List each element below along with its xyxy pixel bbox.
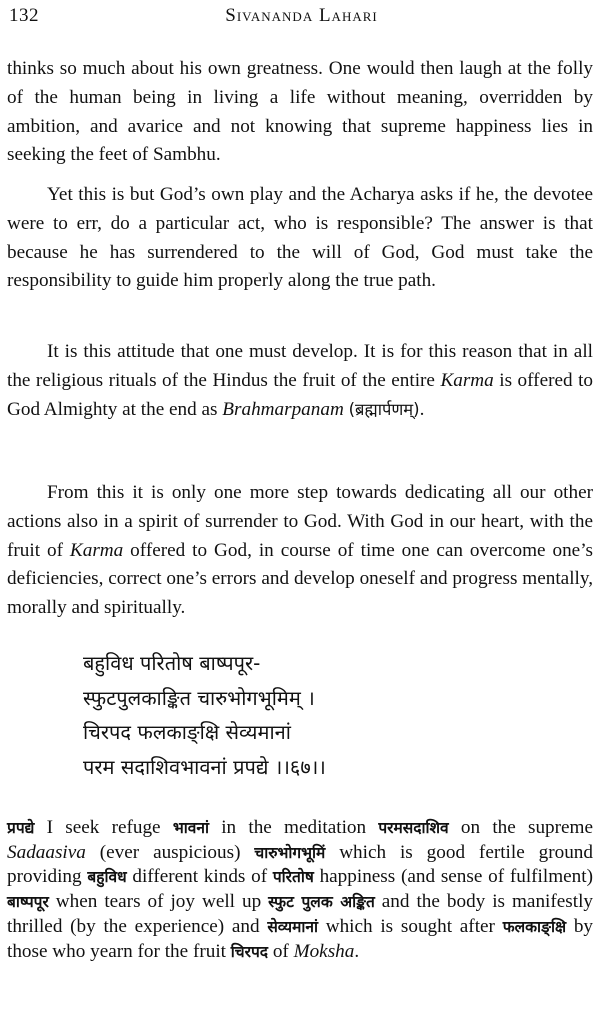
gloss-sanskrit-word: चिरपद bbox=[230, 942, 269, 961]
running-title: Sivananda Lahari bbox=[225, 5, 378, 26]
gloss-english: different kinds of bbox=[126, 866, 273, 888]
page-number: 132 bbox=[9, 5, 39, 26]
paragraph-3 bbox=[7, 338, 593, 424]
gloss-english: in the meditation bbox=[208, 817, 379, 838]
paragraph-3-text-a: It is this attitude that one must develop. It is for this reason that in all the religious rituals of the Hindus the fruit of the entire bbox=[7, 341, 593, 391]
paragraph-4 bbox=[7, 479, 593, 623]
gloss-sanskrit-word: बाष्पपूर bbox=[7, 893, 49, 912]
gloss-sanskrit-word: चारुभोगभूमिं bbox=[254, 843, 326, 862]
gloss-english: and the body is manifestly thrilled (by the experience) and bbox=[7, 891, 593, 937]
gloss-sanskrit-word: परमसदाशिव bbox=[378, 819, 449, 837]
gloss-sanskrit-word: फलकाङ्क्षि bbox=[502, 917, 567, 936]
gloss-sanskrit-word: सेव्यमानां bbox=[267, 917, 318, 936]
gloss-sanskrit-word: प्रपद्ये bbox=[7, 819, 35, 837]
gloss-english: of bbox=[268, 940, 294, 962]
gloss-sanskrit-word: बहुविध bbox=[87, 868, 127, 887]
brahmarpanam-term: Brahmarpanam bbox=[222, 398, 344, 420]
paragraph-2 bbox=[7, 181, 593, 296]
paragraph-1 bbox=[7, 55, 593, 170]
gloss-english: (ever auspicious) bbox=[85, 841, 255, 863]
gloss-english: when tears of joy well up bbox=[48, 891, 269, 913]
page-header bbox=[9, 4, 594, 30]
paragraph-2-text: Yet this is but God’s own play and the Acharya asks if he, the devotee were to err, do a particular act, who is responsible? The answer is that because he has surrendered to the will of God, God must take the responsibility to guide him properly along the true path. bbox=[7, 184, 593, 292]
gloss-sanskrit-word: भावनां bbox=[172, 819, 209, 837]
paragraph-3-end: . bbox=[419, 398, 425, 420]
gloss-english: by those who yearn for the fruit bbox=[7, 915, 594, 962]
karma-term: Karma bbox=[440, 369, 494, 391]
paragraph-4-text-a: From this it is only one more step towards dedicating all our other actions also in a spirit of surrender to God. With God in our heart, with the fruit of bbox=[7, 482, 593, 561]
moksha-term: Moksha bbox=[293, 940, 355, 962]
word-gloss bbox=[7, 816, 593, 964]
paragraph-3-text-b: is offered to God Almighty at the end as bbox=[7, 369, 593, 420]
gloss-english: which is good fertile ground providing bbox=[7, 841, 593, 888]
gloss-sanskrit-word: परितोष bbox=[272, 868, 314, 887]
gloss-sanskrit-word: स्फुट पुलक अङ्कित bbox=[268, 893, 375, 912]
verse-line-4: परम सदाशिवभावनां प्रपद्ये ।।६७।। bbox=[83, 754, 326, 779]
verse-line-1: बहुविध परितोष बाष्पपूर- bbox=[83, 651, 261, 675]
sanskrit-verse bbox=[83, 646, 543, 784]
gloss-end: . bbox=[354, 940, 360, 962]
paragraph-4-text-b: offered to God, in course of time one can overcome one’s deficiencies, correct one’s errors and develop oneself and progress mentally, morally and spiritually. bbox=[7, 539, 593, 619]
verse-line-2: स्फुटपुलकाङ्कित चारुभोगभूमिम् । bbox=[83, 685, 315, 710]
devanagari-brahmarpanam: (ब्रह्मार्पणम्) bbox=[348, 399, 420, 419]
karma-term: Karma bbox=[69, 539, 124, 561]
gloss-english: I seek refuge bbox=[34, 817, 173, 838]
paragraph-1-text: thinks so much about his own greatness. One would then laugh at the folly of the human being in living a life without meaning, overridden by ambition, and avarice and not knowing that supreme happiness lies in seeking the feet of Sambhu. bbox=[7, 58, 593, 166]
gloss-english: on the supreme bbox=[448, 817, 593, 838]
sadaasiva-term: Sadaasiva bbox=[7, 841, 86, 863]
verse-line-3: चिरपद फलकाङ्क्षि सेव्यमानां bbox=[83, 720, 291, 744]
gloss-english: which is sought after bbox=[317, 915, 503, 937]
gloss-english: happiness (and sense of fulfilment) bbox=[313, 866, 593, 888]
